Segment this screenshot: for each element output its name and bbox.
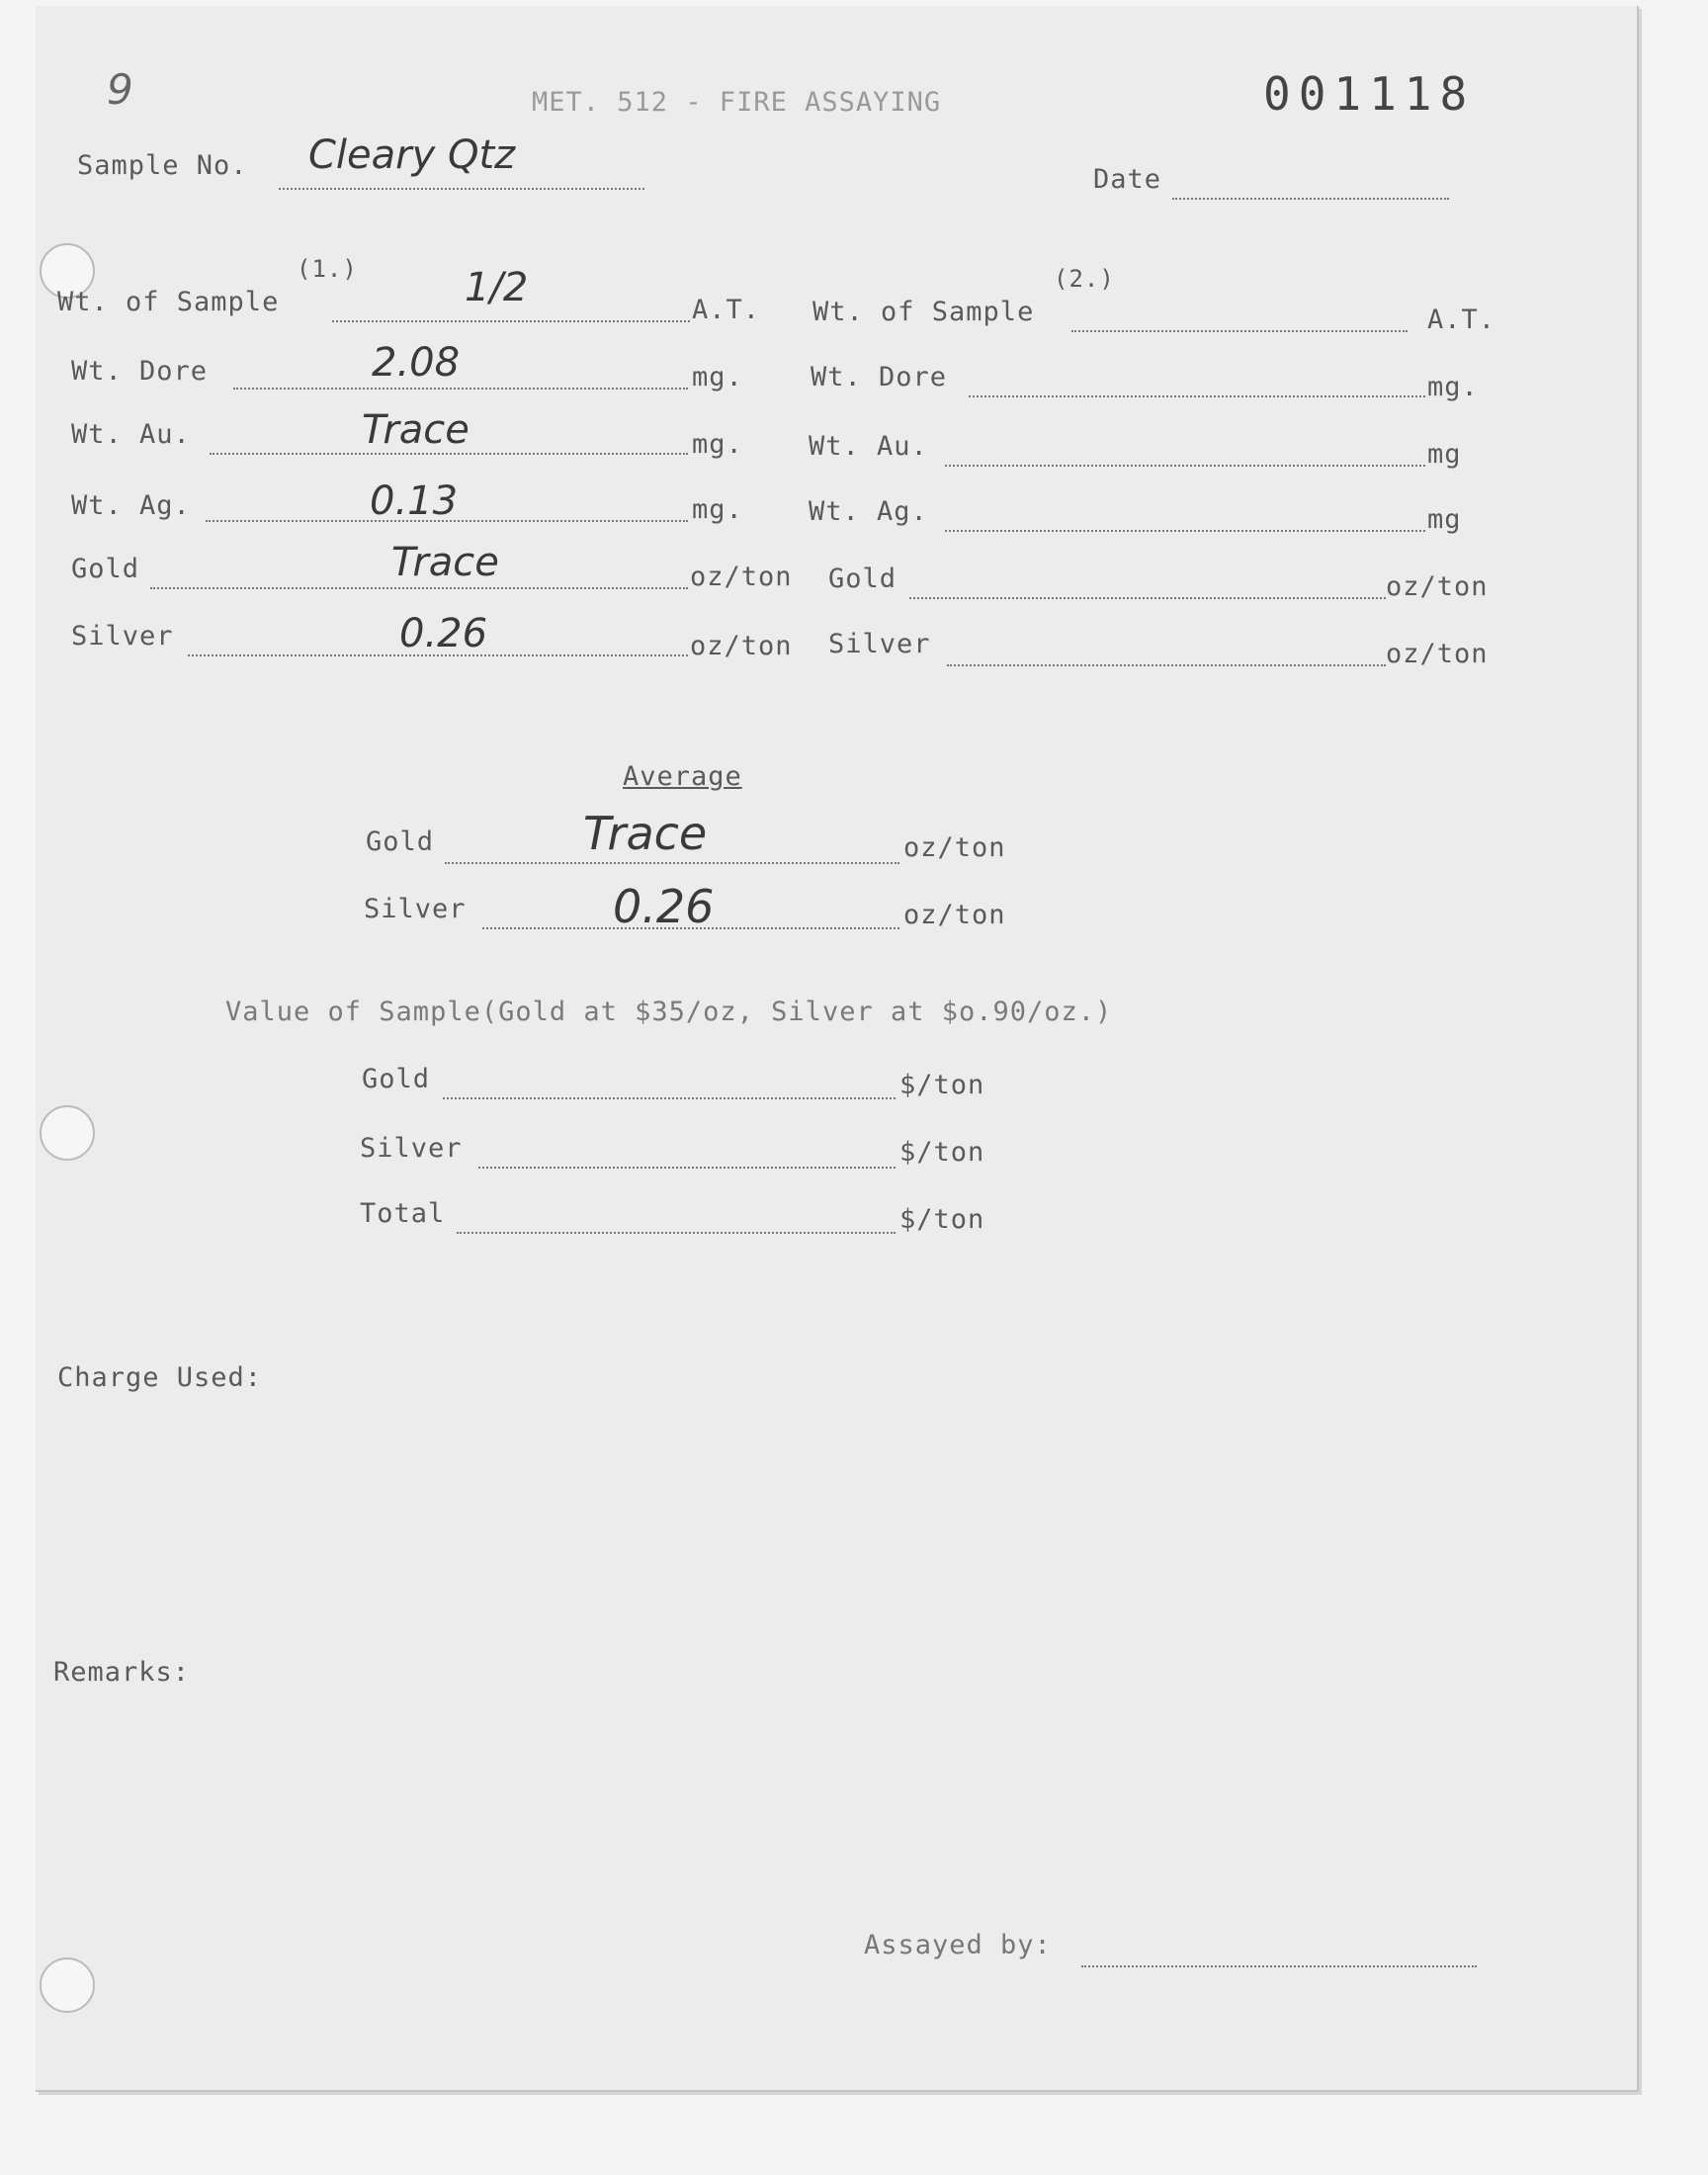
average-silver-unit: oz/ton <box>903 900 1006 930</box>
col2-row-label: Gold <box>828 564 897 594</box>
sample-no-label: Sample No. <box>77 150 248 181</box>
col1-row-value[interactable]: Trace <box>391 540 499 585</box>
average-gold-label: Gold <box>366 826 435 857</box>
page-title: MET. 512 - FIRE ASSAYING <box>532 87 942 118</box>
col1-row-value[interactable]: 1/2 <box>465 265 529 310</box>
col2-row-label: Wt. of Sample <box>812 297 1035 327</box>
column-2-heading: (2.) <box>1054 265 1115 293</box>
col1-row-line <box>150 587 688 589</box>
serial-number: 001118 <box>1263 67 1476 121</box>
col1-row-unit: oz/ton <box>690 631 793 661</box>
col2-row-unit: oz/ton <box>1386 639 1489 669</box>
col2-row-label: Silver <box>828 629 931 659</box>
value-silver-line <box>478 1167 896 1169</box>
value-silver-label: Silver <box>360 1133 463 1164</box>
col2-row-label: Wt. Dore <box>811 362 948 392</box>
value-gold-line <box>443 1097 896 1099</box>
col1-row-unit: A.T. <box>692 295 761 325</box>
col2-row-line <box>1071 330 1408 332</box>
average-gold-value[interactable]: Trace <box>583 807 708 860</box>
sample-no-line <box>279 188 644 190</box>
col2-row-unit: oz/ton <box>1386 571 1489 602</box>
col2-row-line <box>947 664 1386 666</box>
col1-row-unit: oz/ton <box>690 562 793 592</box>
col2-row-unit: mg <box>1427 504 1462 535</box>
col1-row-label: Wt. Au. <box>71 419 191 450</box>
col2-row-unit: mg <box>1427 439 1462 470</box>
charge-used-label: Charge Used: <box>57 1362 263 1393</box>
remarks-label: Remarks: <box>53 1657 191 1688</box>
col1-row-label: Gold <box>71 554 140 584</box>
col1-row-value[interactable]: 0.26 <box>399 611 488 656</box>
column-1-heading: (1.) <box>297 255 358 283</box>
col1-row-value[interactable]: 2.08 <box>372 340 461 386</box>
value-gold-unit: $/ton <box>899 1070 985 1100</box>
assayed-by-label: Assayed by: <box>864 1930 1052 1960</box>
average-gold-line <box>445 862 899 864</box>
assayed-by-line <box>1081 1965 1477 1967</box>
punch-hole <box>40 1958 95 2013</box>
value-total-unit: $/ton <box>899 1204 985 1235</box>
col1-row-unit: mg. <box>692 362 743 392</box>
value-silver-unit: $/ton <box>899 1137 985 1168</box>
date-label: Date <box>1093 164 1162 195</box>
col1-row-value[interactable]: 0.13 <box>370 478 459 524</box>
col1-row-unit: mg. <box>692 429 743 460</box>
value-of-sample-heading: Value of Sample(Gold at $35/oz, Silver at $o.90/oz.) <box>225 997 1113 1027</box>
col2-row-line <box>909 597 1386 599</box>
value-total-line <box>457 1232 896 1234</box>
col2-row-line <box>945 465 1425 467</box>
col1-row-unit: mg. <box>692 494 743 525</box>
col1-row-value[interactable]: Trace <box>362 407 470 453</box>
col2-row-label: Wt. Ag. <box>809 496 928 527</box>
col1-row-label: Wt. Ag. <box>71 490 191 521</box>
date-line <box>1172 198 1449 200</box>
value-total-label: Total <box>360 1198 446 1229</box>
col1-row-line <box>332 320 690 322</box>
value-gold-label: Gold <box>362 1064 431 1094</box>
col1-row-label: Wt. Dore <box>71 356 209 387</box>
col2-row-line <box>969 395 1425 397</box>
col1-row-label: Silver <box>71 621 174 652</box>
col2-row-unit: mg. <box>1427 372 1479 402</box>
col1-row-line <box>233 388 688 390</box>
col2-row-unit: A.T. <box>1427 304 1496 335</box>
col2-row-line <box>945 530 1425 532</box>
sample-no-value[interactable]: Cleary Qtz <box>308 132 516 178</box>
col1-row-line <box>210 453 688 455</box>
average-heading: Average <box>623 761 742 792</box>
punch-hole <box>40 1105 95 1161</box>
col2-row-label: Wt. Au. <box>809 431 928 462</box>
average-silver-value[interactable]: 0.26 <box>613 880 715 933</box>
average-silver-label: Silver <box>364 894 467 924</box>
corner-mark: 9 <box>107 65 133 114</box>
average-gold-unit: oz/ton <box>903 832 1006 863</box>
col1-row-label: Wt. of Sample <box>57 287 280 317</box>
